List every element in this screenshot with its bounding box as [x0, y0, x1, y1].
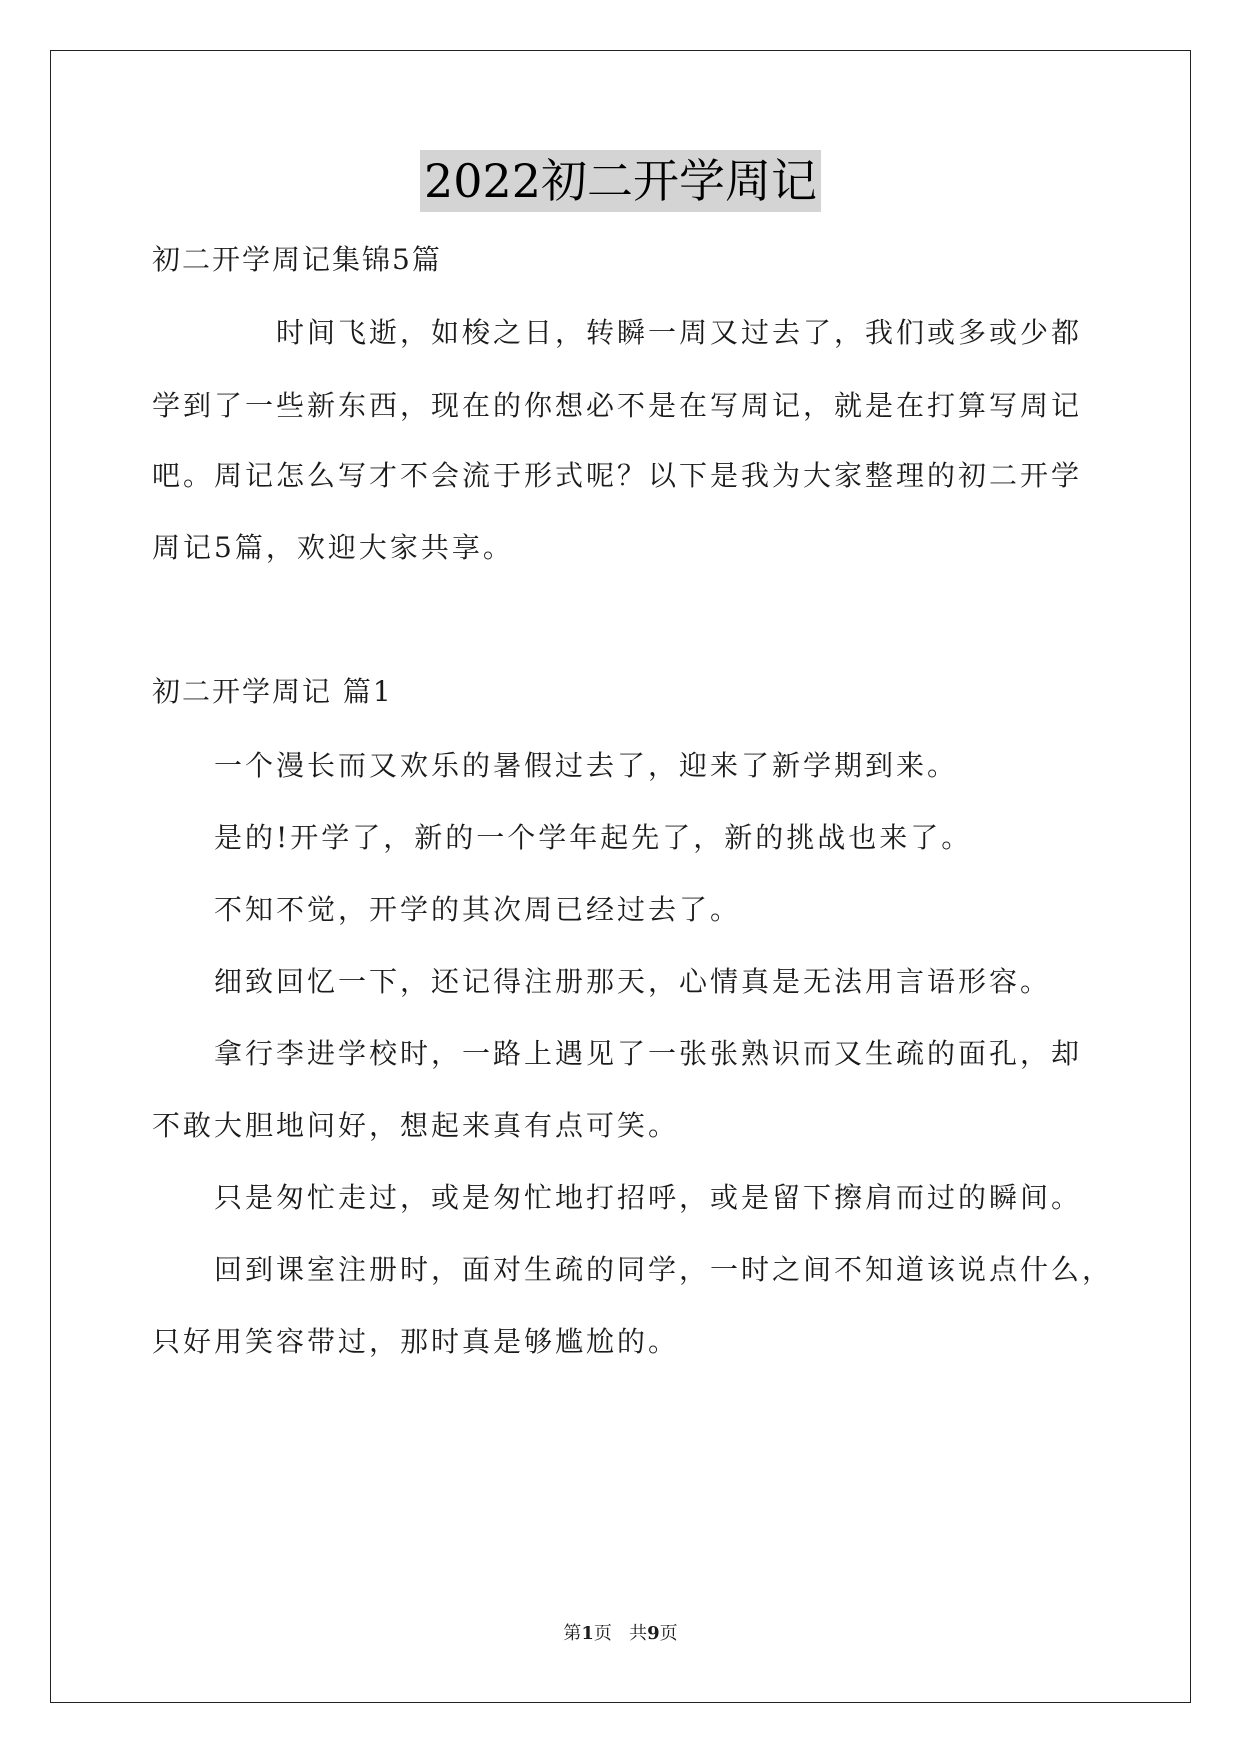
footer-suffix: 页 [659, 1623, 678, 1644]
body-line-1: 一个漫长而又欢乐的暑假过去了，迎来了新学期到来。 [214, 749, 959, 782]
document-subtitle: 初二开学周记集锦5篇 [152, 243, 442, 276]
intro-line-2: 学到了一些新东西，现在的你想必不是在写周记，就是在打算写周记 [152, 389, 1083, 422]
body-line-6: 不敢大胆地问好，想起来真有点可笑。 [152, 1109, 680, 1142]
footer-total-pages: 9 [647, 1623, 660, 1644]
body-line-2: 是的!开学了，新的一个学年起先了，新的挑战也来了。 [214, 821, 973, 854]
footer-middle: 页 共 [593, 1623, 648, 1644]
body-line-9: 只好用笑容带过，那时真是够尴尬的。 [152, 1325, 680, 1358]
body-line-7: 只是匆忙走过，或是匆忙地打招呼，或是留下擦肩而过的瞬间。 [214, 1181, 1083, 1214]
intro-line-3: 吧。周记怎么写才不会流于形式呢？以下是我为大家整理的初二开学 [152, 459, 1083, 492]
body-line-5: 拿行李进学校时，一路上遇见了一张张熟识而又生疏的面孔，却 [214, 1037, 1083, 1070]
page-border [50, 50, 1191, 1703]
page-footer [0, 1622, 1241, 1646]
footer-page-number: 1 [581, 1623, 594, 1644]
section-heading: 初二开学周记 篇1 [152, 675, 393, 708]
intro-line-4: 周记5篇，欢迎大家共享。 [152, 531, 514, 564]
document-title: 2022初二开学周记 [420, 150, 821, 212]
body-line-8: 回到课室注册时，面对生疏的同学，一时之间不知道该说点什么， [214, 1253, 1114, 1286]
intro-line-1: 时间飞逝，如梭之日，转瞬一周又过去了，我们或多或少都 [276, 316, 1083, 349]
body-line-3: 不知不觉，开学的其次周已经过去了。 [214, 893, 742, 926]
footer-prefix: 第 [563, 1623, 582, 1644]
body-line-4: 细致回忆一下，还记得注册那天，心情真是无法用言语形容。 [214, 965, 1052, 998]
title-container [0, 150, 1241, 212]
